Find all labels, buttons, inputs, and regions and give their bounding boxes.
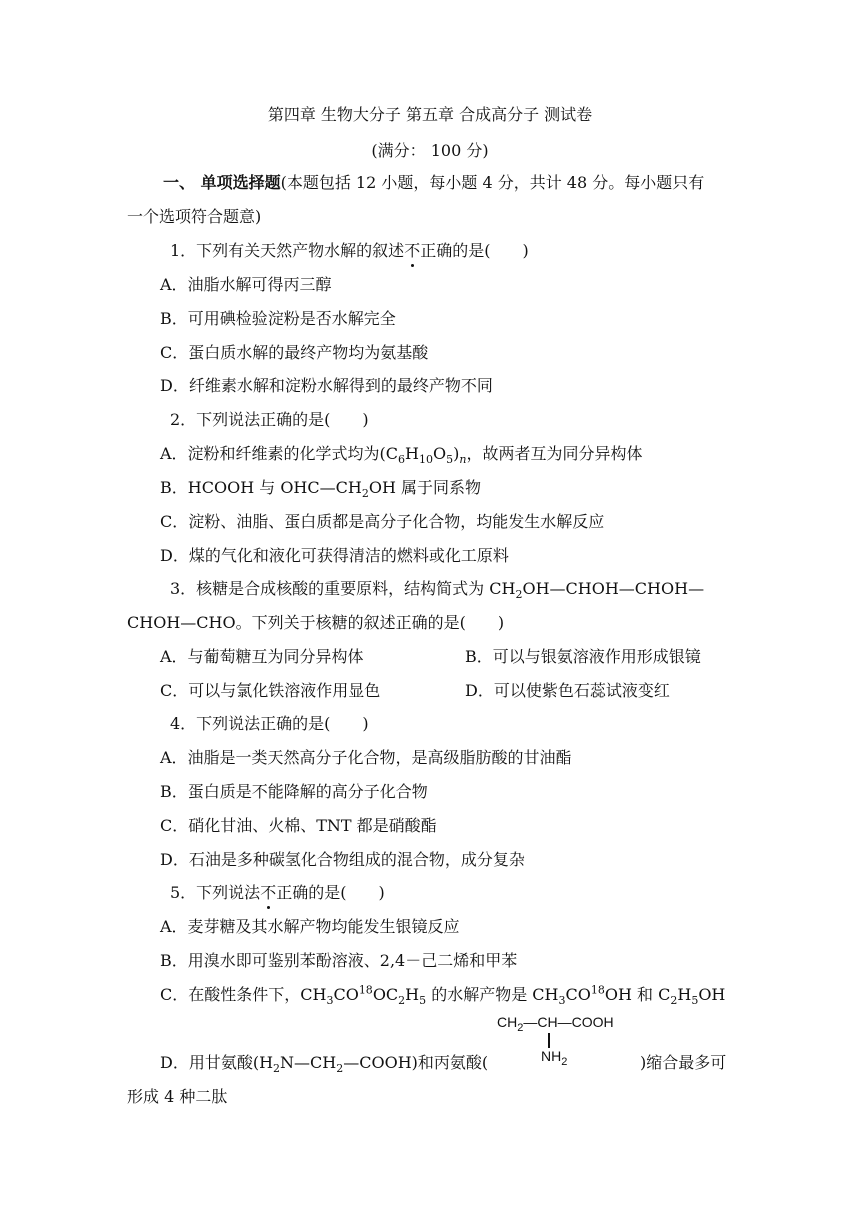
q3-option-c: C．可以与氯化铁溶液作用显色 [160, 681, 381, 700]
q5-option-d: D．用甘氨酸$(H_2N—CH_2—COOH)$和丙氨酸( [160, 1053, 489, 1076]
q2-option-b: B．HCOOH 与 $OHC—CH_2OH$ 属于同系物 [160, 478, 481, 501]
q4-option-a: A．油脂是一类天然高分子化合物，是高级脂肪酸的甘油酯 [160, 748, 572, 767]
q2-option-c: C．淀粉、油脂、蛋白质都是高分子化合物，均能发生水解反应 [160, 512, 605, 531]
section-heading [163, 172, 704, 194]
q1-option-b: B．可用碘检验淀粉是否水解完全 [160, 309, 396, 328]
q2-option-a: A．淀粉和纤维素的化学式均为$(C_6H_{10}O_5)_n$，故两者互为同分异构体 [160, 444, 643, 467]
q5-option-a: A．麦芽糖及其水解产物均能发生银镜反应 [160, 917, 460, 936]
q5-option-c: C．在酸性条件下，$CH_3CO^{18}OC_2H_5$ 的水解产物是 $CH_3CO^{18}OH$ 和 $C_2H_5OH$ [160, 983, 726, 1008]
q5-option-d-tail: )缩合最多可 [640, 1053, 727, 1072]
alanine-chain: $CH_2—CH—COOH$ [497, 1014, 614, 1034]
question-5-stem: 5．下列说法不正确的是( ) [170, 883, 385, 902]
q1-option-d: D．纤维素水解和淀粉水解得到的最终产物不同 [160, 376, 493, 395]
q4-option-b: B．蛋白质是不能降解的高分子化合物 [160, 782, 428, 801]
section-desc-cont: 一个选项符合题意) [127, 207, 262, 226]
emphasis-dot: 不 [260, 883, 277, 902]
q3-option-b: B．可以与银氨溶液作用形成银镜 [465, 647, 701, 666]
section-label: 一、 单项选择题 [163, 173, 281, 192]
q4-option-c: C．硝化甘油、火棉、TNT 都是硝酸酯 [160, 816, 437, 835]
q4-option-d: D．石油是多种碳氢化合物组成的混合物，成分复杂 [160, 850, 525, 869]
bond-line [548, 1033, 550, 1048]
q3-option-a: A．与葡萄糖互为同分异构体 [160, 647, 364, 666]
q1-option-c: C．蛋白质水解的最终产物均为氨基酸 [160, 343, 429, 362]
amino-group: $NH_2$ [541, 1048, 568, 1068]
emphasis-dot: 不 [404, 241, 421, 260]
score-note: (满分： 100 分) [371, 141, 489, 160]
section-desc: (本题包括 12 小题，每小题 4 分，共计 48 分。每小题只有 [280, 173, 705, 192]
alanine-structure [497, 1014, 642, 1066]
q3-option-d: D．可以使紫色石蕊试液变红 [465, 681, 670, 700]
q2-option-d: D．煤的气化和液化可获得清洁的燃料或化工原料 [160, 546, 509, 565]
q1-option-a: A．油脂水解可得丙三醇 [160, 275, 332, 294]
question-3-stem-cont: CHOH—CHO。下列关于核糖的叙述正确的是( ) [127, 613, 505, 632]
question-3-stem: 3．核糖是合成核酸的重要原料，结构简式为 $CH_2OH—CHOH—CHOH—$ [170, 579, 705, 602]
question-4-stem: 4．下列说法正确的是( ) [170, 714, 369, 733]
question-2-stem: 2．下列说法正确的是( ) [170, 410, 369, 429]
question-1-stem: 1．下列有关天然产物水解的叙述不正确的是( ) [170, 241, 529, 260]
q5-option-d-cont: 形成 4 种二肽 [127, 1087, 228, 1106]
q5-option-b: B．用溴水即可鉴别苯酚溶液、2,4－己二烯和甲苯 [160, 951, 518, 970]
page-title: 第四章 生物大分子 第五章 合成高分子 测试卷 [267, 105, 593, 124]
